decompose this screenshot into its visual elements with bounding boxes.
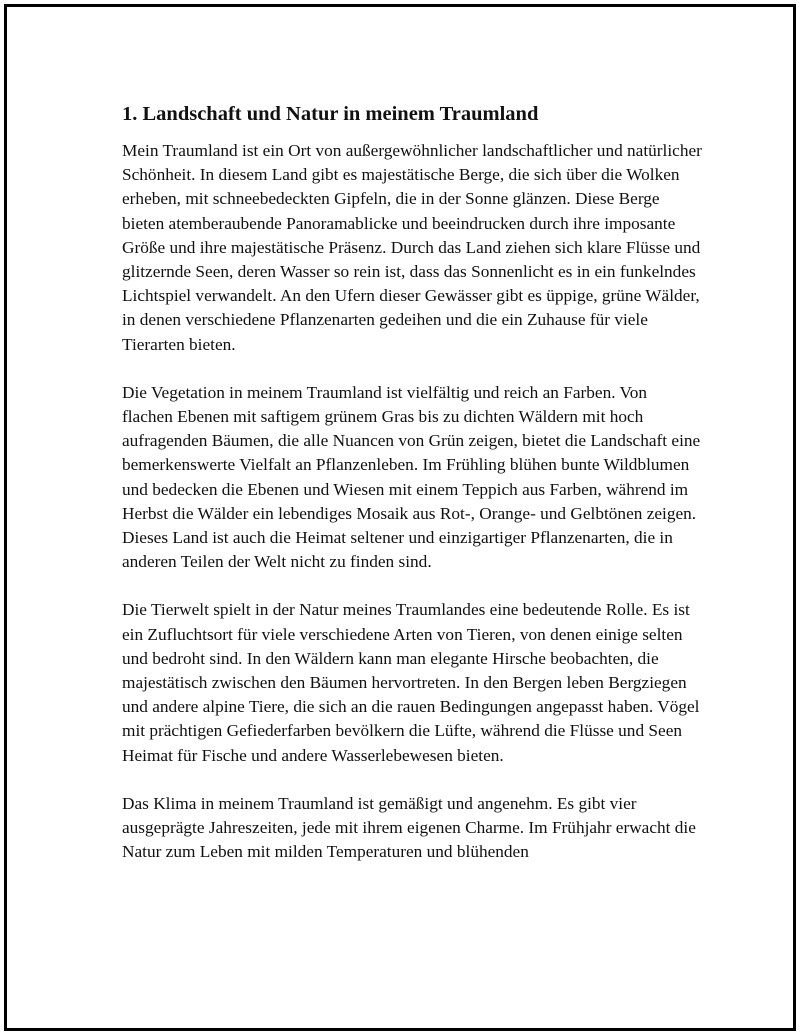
- paragraph-landscape: Mein Traumland ist ein Ort von außergewöhnlicher landschaftlicher und natürlicher Schönheit. In diesem Land gibt es majestätische Berge, die sich über die Wolken erheben, mit schneebedeckten Gipfeln, die in der Sonne glänzen. Diese Berge bieten atemberaubende Panoramablicke und beeindrucken durch ihre imposante Größe und ihre majestätische Präsenz. Durch das Land ziehen sich klare Flüsse und glitzernde Seen, deren Wasser so rein ist, dass das Sonnenlicht es in ein funkelndes Lichtspiel verwandelt. An den Ufern dieser Gewässer gibt es üppige, grüne Wälder, in denen verschiedene Pflanzenarten gedeihen und die ein Zuhause für viele Tierarten bieten.: [122, 141, 702, 354]
- paragraph-wildlife: Die Tierwelt spielt in der Natur meines Traumlandes eine bedeutende Rolle. Es ist ein Zufluchtsort für viele verschiedene Arten von Tieren, von denen einige selten und bedroht sind. In den Wäldern kann man elegante Hirsche beobachten, die majestätisch zwischen den Bäumen hervortreten. In den Bergen leben Bergziegen und andere alpine Tiere, die sich an die rauen Bedingungen angepasst haben. Vögel mit prächtigen Gefiederfarben bevölkern die Lüfte, während die Flüsse und Seen Heimat für Fische und andere Wasserlebewesen bieten.: [122, 600, 700, 765]
- page-border: [4, 4, 796, 1031]
- document-body: [122, 100, 702, 888]
- section-heading: 1. Landschaft und Natur in meinem Traumland: [122, 103, 539, 125]
- paragraph-vegetation: Die Vegetation in meinem Traumland ist vielfältig und reich an Farben. Von flachen Ebenen mit saftigem grünem Gras bis zu dichten Wäldern mit hoch aufragenden Bäumen, die alle Nuancen von Grün zeigen, bietet die Landschaft eine bemerkenswerte Vielfalt an Pflanzenleben. Im Frühling blühen bunte Wildblumen und bedecken die Ebenen und Wiesen mit einem Teppich aus Farben, während im Herbst die Wälder ein lebendiges Mosaik aus Rot-, Orange- und Gelbtönen zeigen. Dieses Land ist auch die Heimat seltener und einzigartiger Pflanzenarten, die in anderen Teilen der Welt nicht zu finden sind.: [122, 382, 701, 572]
- paragraph-climate: Das Klima in meinem Traumland ist gemäßigt und angenehm. Es gibt vier ausgeprägte Jahreszeiten, jede mit ihrem eigenen Charme. Im Frühjahr erwacht die Natur zum Leben mit milden Temperaturen und blühenden: [122, 793, 696, 862]
